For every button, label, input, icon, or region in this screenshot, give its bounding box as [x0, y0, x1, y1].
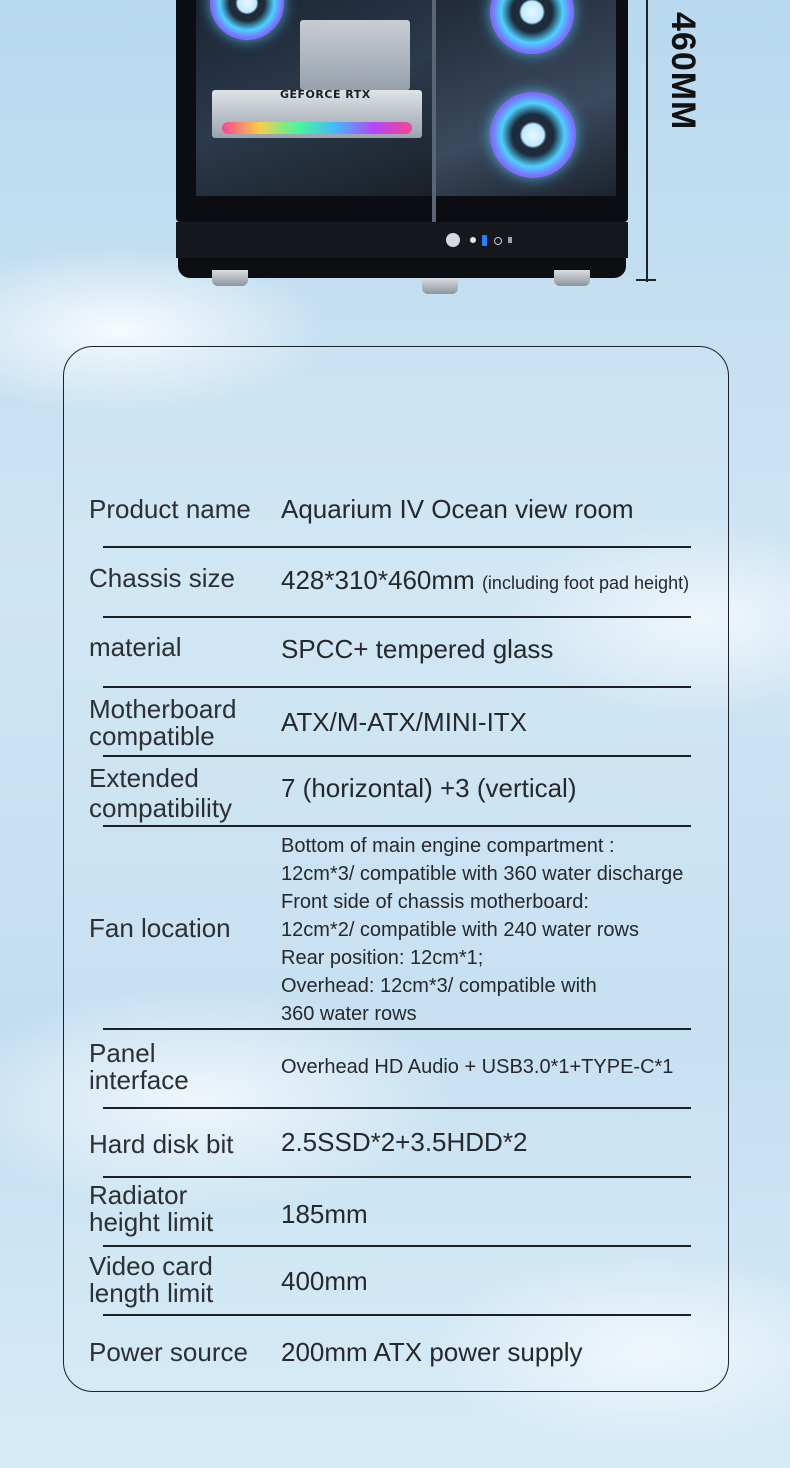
usb-port-icon [482, 235, 487, 246]
power-button-icon [446, 233, 460, 247]
label-line: Panel [89, 1038, 156, 1068]
spec-value-panel-interface: Overhead HD Audio + USB3.0*1+TYPE-C*1 [281, 1056, 674, 1078]
audio-jack-icon [494, 237, 502, 245]
fan-line: Front side of chassis motherboard: [281, 891, 589, 913]
divider [103, 616, 691, 618]
divider [103, 546, 691, 548]
spec-label-panel-interface [89, 1040, 189, 1094]
divider [103, 686, 691, 688]
divider [103, 1245, 691, 1247]
height-dimension-cap [636, 279, 656, 281]
spec-label-fan-location: Fan location [89, 913, 231, 943]
rgb-fan-icon [490, 92, 576, 178]
height-dimension-line [646, 0, 648, 282]
foot-pad [554, 270, 590, 286]
spec-value-chassis-size [281, 566, 689, 597]
divider [103, 825, 691, 827]
spec-value-extended: 7 (horizontal) +3 (vertical) [281, 773, 577, 803]
spec-label-power: Power source [89, 1337, 248, 1367]
spec-value-product-name: Aquarium IV Ocean view room [281, 494, 634, 524]
front-io-panel [176, 222, 628, 258]
divider [103, 1176, 691, 1178]
divider [103, 1107, 691, 1109]
chassis-size-note: (including foot pad height) [481, 573, 690, 593]
fan-line: 12cm*3/ compatible with 360 water discharge [281, 863, 684, 885]
spec-value-fan-location [281, 832, 683, 1028]
fan-line: Rear position: 12cm*1; [281, 947, 484, 969]
rgb-light-strip [222, 122, 412, 134]
spec-label-radiator [89, 1182, 213, 1236]
divider [103, 1028, 691, 1030]
label-line: compatible [89, 721, 215, 751]
spec-label-video-card [89, 1253, 213, 1307]
spec-value-radiator: 185mm [281, 1199, 368, 1229]
fan-line: 360 water rows [281, 1003, 417, 1025]
fan-line: Overhead: 12cm*3/ compatible with [281, 975, 597, 997]
motherboard-graphic [300, 20, 410, 90]
label-line: height limit [89, 1207, 214, 1237]
spec-value-power: 200mm ATX power supply [281, 1337, 583, 1367]
product-image [0, 0, 790, 300]
foot-pad [212, 270, 248, 286]
label-line: interface [89, 1065, 189, 1095]
spec-value-material: SPCC+ tempered glass [281, 634, 554, 664]
io-ports [446, 233, 522, 247]
glass-pillar [432, 0, 436, 222]
spec-label-extended [89, 765, 232, 822]
spec-value-video-card: 400mm [281, 1266, 368, 1296]
spec-label-hard-disk: Hard disk bit [89, 1129, 234, 1159]
label-line: compatibility [89, 793, 233, 823]
spec-label-product-name: Product name [89, 494, 251, 524]
spec-value-hard-disk: 2.5SSD*2+3.5HDD*2 [281, 1127, 528, 1157]
chassis-size-main: 428*310*460mm [281, 565, 475, 595]
height-dimension-label: 460MM [664, 12, 702, 131]
type-c-port-icon [508, 237, 512, 243]
foot-pad [422, 278, 458, 294]
label-line: Radiator [89, 1180, 188, 1210]
label-line: Motherboard [89, 694, 237, 724]
label-line: length limit [89, 1278, 214, 1308]
fan-line: 12cm*2/ compatible with 240 water rows [281, 919, 639, 941]
spec-label-material: material [89, 632, 182, 662]
spec-label-chassis-size: Chassis size [89, 563, 235, 593]
spec-label-motherboard [89, 696, 236, 750]
led-indicator-icon [470, 237, 476, 243]
label-line: Extended [89, 763, 199, 793]
gpu-badge: GEFORCE RTX [280, 88, 371, 101]
spec-value-motherboard: ATX/M-ATX/MINI-ITX [281, 707, 528, 737]
divider [103, 755, 691, 757]
label-line: Video card [89, 1251, 213, 1281]
fan-line: Bottom of main engine compartment : [281, 835, 615, 857]
divider [103, 1314, 691, 1316]
